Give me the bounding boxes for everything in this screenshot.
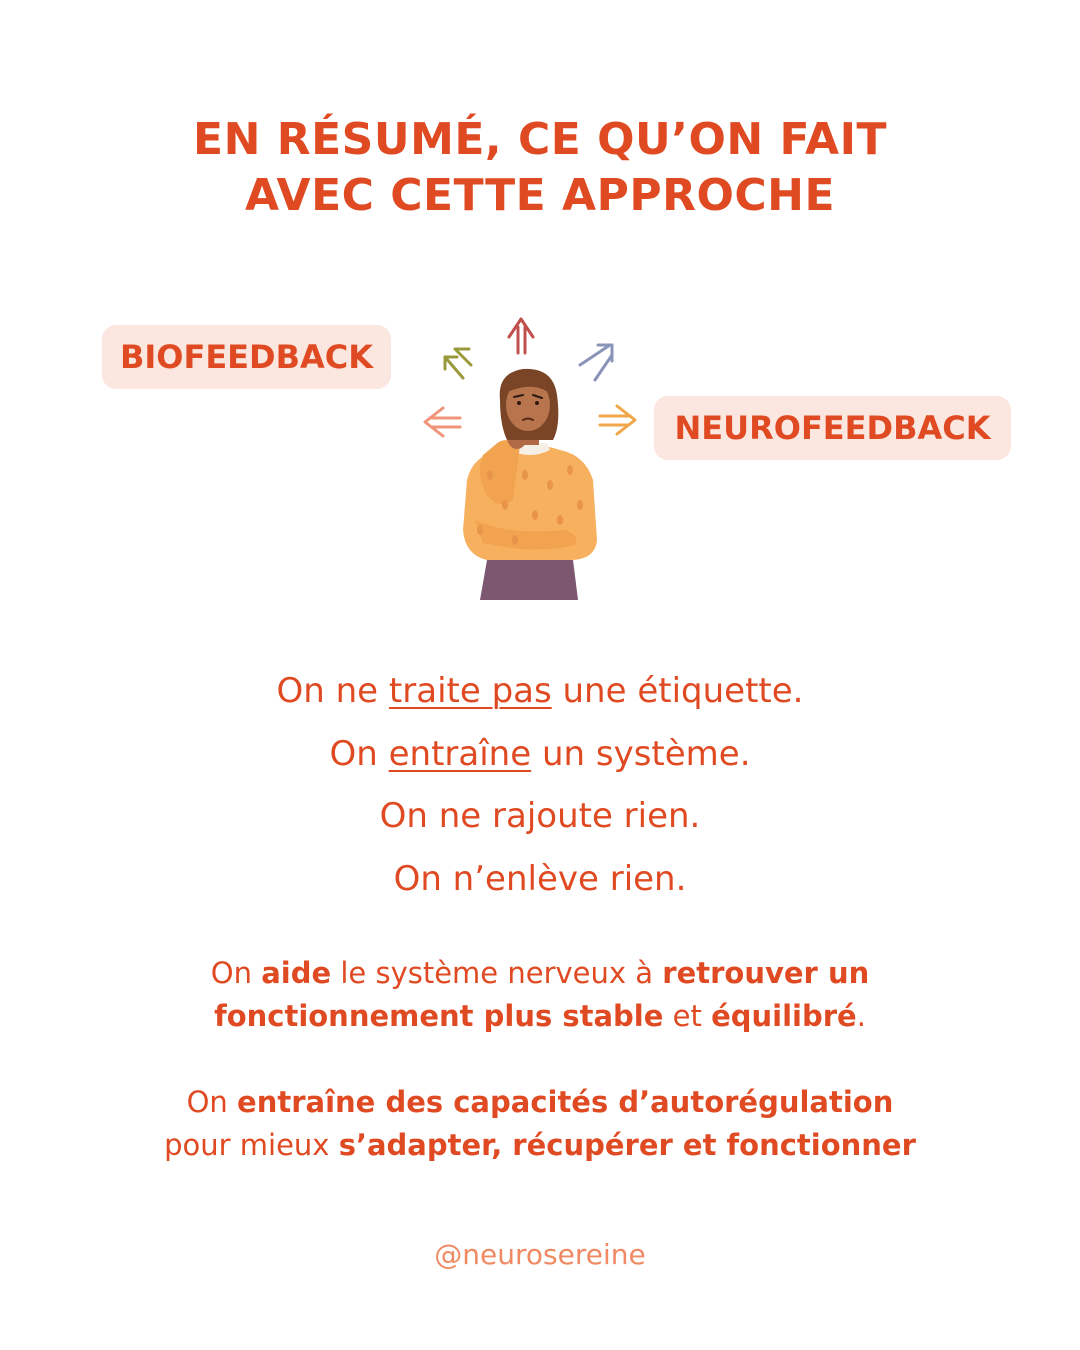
arrow-up-left-icon [445, 349, 471, 378]
skirt [480, 560, 578, 600]
underlined-text: traite pas [388, 671, 552, 711]
biofeedback-label: BIOFEEDBACK [119, 338, 374, 376]
paragraph-self-regulation: On entraîne des capacités d’autorégulation pour mieux s’adapter, récupérer et fonctionner [164, 1085, 916, 1162]
statement-3: On ne rajoute rien. [379, 796, 701, 836]
arrow-up-right-icon [580, 345, 612, 380]
statement-4: On n’enlève rien. [393, 858, 687, 899]
social-handle: @neurosereine [434, 1238, 646, 1271]
arrow-right-icon [600, 406, 635, 434]
arrow-left-icon [425, 408, 460, 436]
neurofeedback-label: NEUROFEEDBACK [674, 409, 991, 447]
statement-2: On entraîne un système. [329, 733, 751, 774]
statements-block [0, 660, 1080, 910]
neurofeedback-tag [654, 396, 1011, 460]
underlined-text: entraîne [388, 733, 532, 774]
paragraph-nervous-system: On aide le système nerveux à retrouver un fonctionnement plus stable et équilibré. [210, 956, 870, 1033]
arrow-up-icon [509, 319, 533, 353]
title-line-1: EN RÉSUMÉ, CE QU’ON FAIT [193, 114, 887, 165]
title-line-2: AVEC CETTE APPROCHE [244, 170, 836, 221]
thinking-woman-illustration [405, 305, 655, 605]
page-title [0, 112, 1080, 224]
biofeedback-tag [102, 325, 391, 389]
statement-1: On ne traite pas une étiquette. [276, 671, 804, 711]
